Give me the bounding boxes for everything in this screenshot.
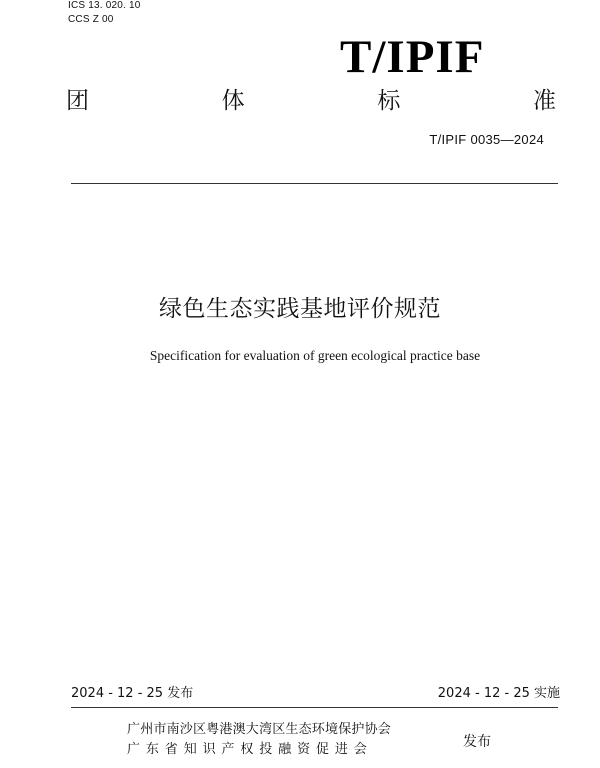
organization-name: 广州市南沙区粤港澳大湾区生态环境保护协会	[127, 722, 392, 737]
standard-number: T/IPIF 0035—2024	[429, 132, 544, 147]
standard-type-char: 准	[532, 88, 556, 114]
ics-code: ICS 13. 020. 10	[68, 0, 141, 11]
ccs-code: CCS Z 00	[68, 14, 114, 25]
standard-type-char: 标	[377, 88, 401, 114]
standard-type-char: 体	[221, 88, 245, 114]
standard-type-heading	[66, 86, 556, 116]
document-title-chinese: 绿色生态实践基地评价规范	[159, 296, 441, 322]
standard-type-char: 团	[66, 88, 89, 114]
organization-name: 广东省知识产权投融资促进会	[127, 742, 373, 757]
footer-divider	[71, 707, 558, 708]
implement-date: 2024 - 12 - 25 实施	[437, 686, 560, 701]
document-title-english: Specification for evaluation of green ecological practice base	[149, 348, 481, 363]
publish-date: 2024 - 12 - 25 发布	[71, 686, 194, 701]
standard-brand-mark: T/IPIF	[340, 31, 485, 83]
issue-label: 发布	[463, 734, 491, 750]
issuing-organizations	[127, 720, 391, 760]
header-divider	[71, 183, 558, 184]
